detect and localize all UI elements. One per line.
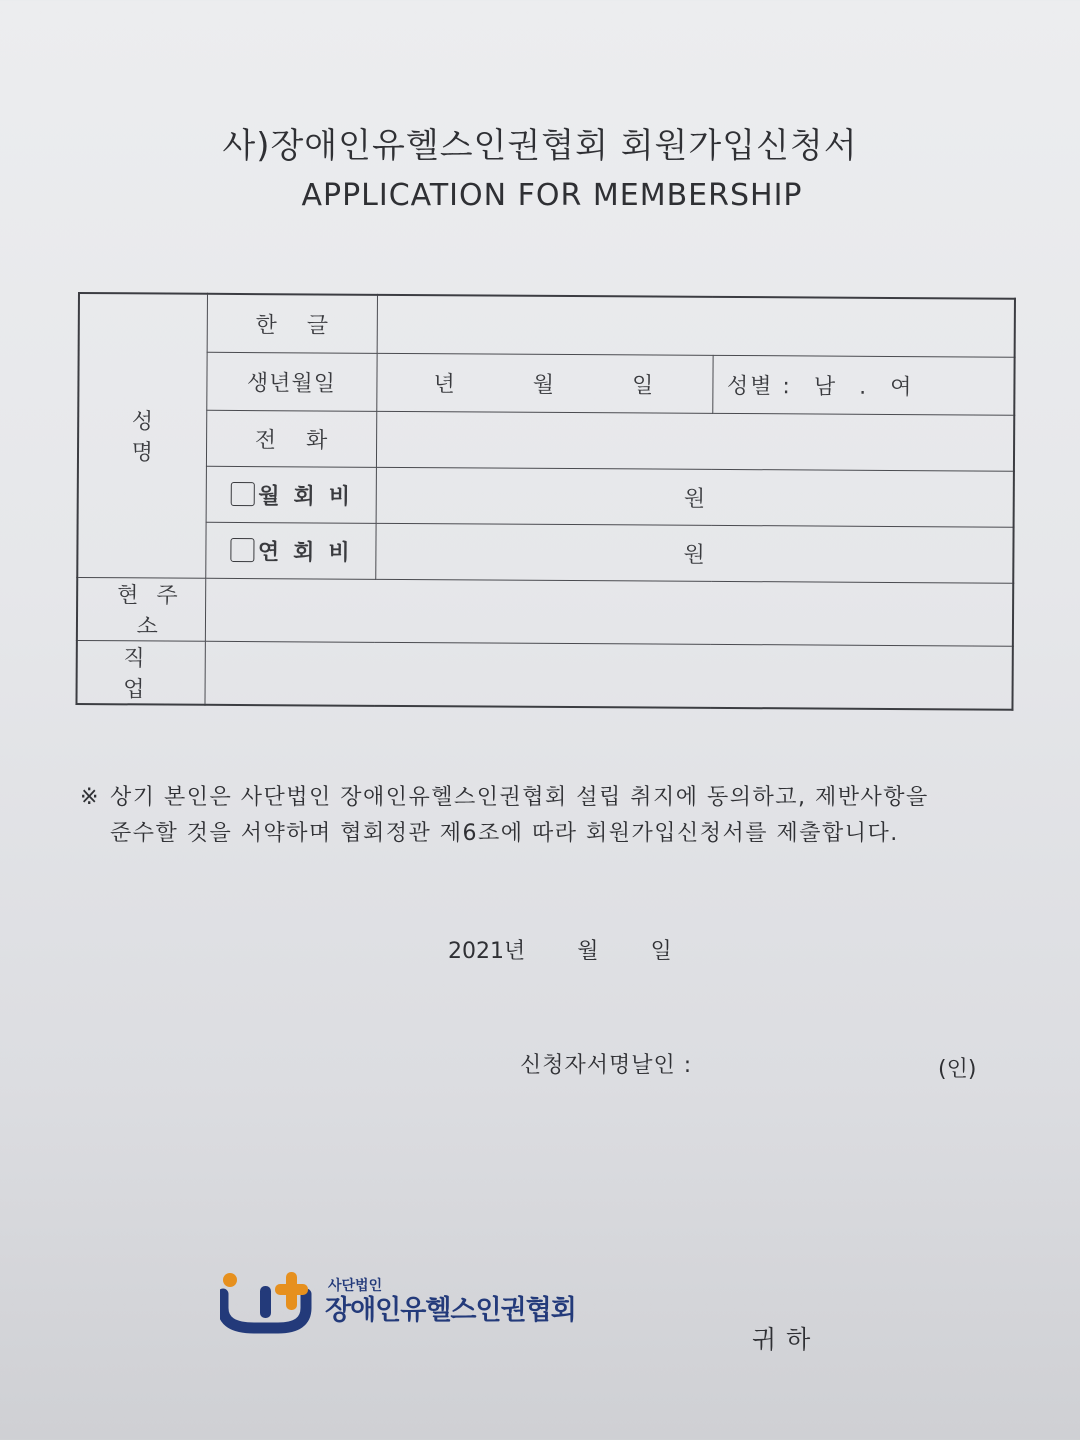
logo-icon — [220, 1272, 324, 1334]
declaration-text-1: 상기 본인은 사단법인 장애인유헬스인권협회 설립 취지에 동의하고, 제반사항을 — [110, 785, 929, 810]
row-phone — [78, 409, 1014, 471]
row-monthly-fee — [78, 465, 1014, 527]
address-input[interactable] — [205, 578, 1013, 646]
gender-male[interactable]: 남 — [813, 373, 838, 400]
annual-fee-checkbox[interactable] — [230, 537, 254, 561]
monthly-fee-unit: 원 — [683, 486, 706, 512]
logo-main-text: 장애인유헬스인권협회 — [325, 1295, 576, 1326]
job-input[interactable] — [204, 641, 1012, 709]
application-date — [448, 934, 672, 965]
birth-date-input[interactable] — [376, 353, 712, 413]
logo-small-text: 사단법인 — [328, 1278, 383, 1294]
gender-female[interactable]: 여 — [890, 374, 914, 400]
recipient: 귀하 — [752, 1325, 821, 1354]
date-year: 2021년 — [448, 939, 526, 964]
annual-fee-option[interactable] — [205, 522, 375, 579]
association-logo — [220, 1270, 720, 1340]
birth-year: 년 — [433, 371, 457, 397]
reference-mark: ※ — [80, 785, 100, 810]
row-birth — [78, 351, 1014, 415]
annual-fee-label: 연회비 — [257, 539, 364, 566]
declaration — [80, 780, 1010, 852]
page-subtitle: APPLICATION FOR MEMBERSHIP — [301, 178, 803, 213]
birth-month: 월 — [532, 372, 557, 398]
monthly-fee-input[interactable] — [376, 467, 1014, 527]
date-day: 일 — [650, 939, 672, 964]
gender-label: 성별 : — [726, 373, 792, 399]
row-annual-fee — [77, 521, 1013, 583]
phone-label: 전화 — [206, 410, 376, 467]
hangul-input[interactable] — [377, 295, 1015, 357]
name-label: 성명 — [77, 293, 207, 578]
row-address — [77, 577, 1013, 646]
birth-label: 생년월일 — [206, 352, 376, 411]
job-label: 직업 — [76, 640, 204, 704]
seal-mark[interactable]: (인) — [938, 1057, 977, 1082]
monthly-fee-checkbox[interactable] — [230, 481, 254, 505]
membership-form-table — [75, 292, 1016, 710]
declaration-text-2: 준수할 것을 서약하며 협회정관 제6조에 따라 회원가입신청서를 제출합니다. — [110, 821, 899, 846]
monthly-fee-label: 월회비 — [258, 483, 365, 510]
signature-label: 신청자서명날인 : — [520, 1053, 693, 1078]
address-label: 현주소 — [77, 577, 205, 641]
date-month: 월 — [577, 939, 599, 964]
declaration-line-1 — [80, 780, 1010, 816]
annual-fee-unit: 원 — [683, 542, 705, 568]
hangul-label: 한글 — [207, 294, 377, 353]
page-title: 사)장애인유헬스인권협회 회원가입신청서 — [222, 126, 858, 166]
monthly-fee-option[interactable] — [206, 466, 376, 523]
annual-fee-input[interactable] — [375, 523, 1013, 583]
row-job — [76, 640, 1012, 709]
row-hangul — [79, 293, 1015, 357]
gender-field[interactable] — [712, 355, 1014, 415]
birth-day: 일 — [631, 372, 656, 399]
phone-input[interactable] — [376, 411, 1014, 471]
gender-sep: . — [859, 374, 869, 400]
